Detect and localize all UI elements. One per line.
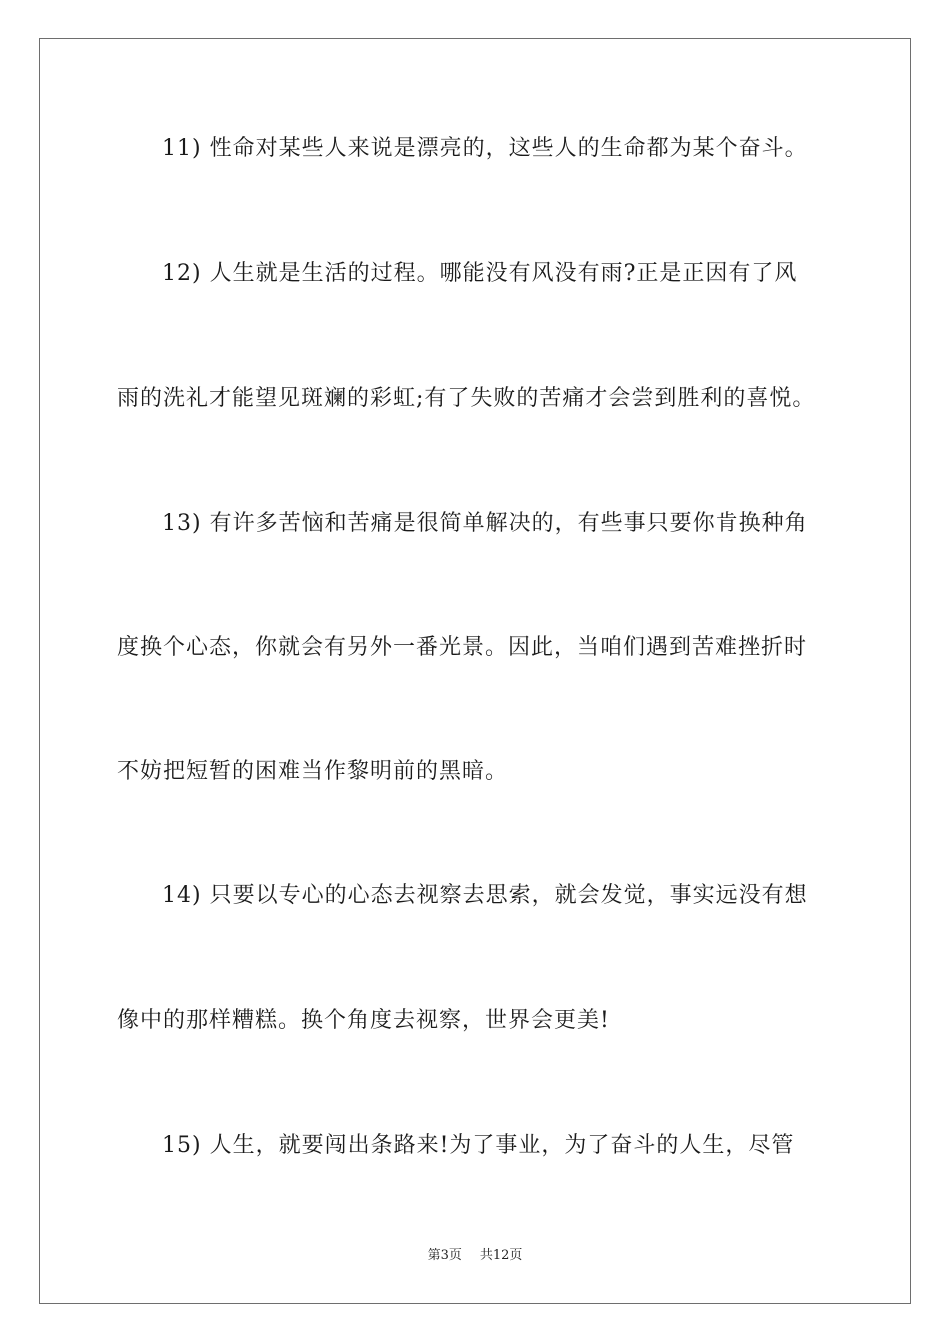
paragraph-14-line-2: 像中的那样糟糕。换个角度去视察，世界会更美! xyxy=(117,1008,610,1033)
total-pages: 共12页 xyxy=(479,1248,523,1263)
paragraph-13-line-2: 度换个心态，你就会有另外一番光景。因此，当咱们遇到苦难挫折时 xyxy=(117,635,808,660)
paragraph-11-line-1: 11) 性命对某些人来说是漂亮的，这些人的生命都为某个奋斗。 xyxy=(162,136,808,161)
paragraph-13-line-1: 13) 有许多苦恼和苦痛是很简单解决的，有些事只要你肯换种角 xyxy=(162,511,808,536)
page-footer xyxy=(0,1247,950,1265)
page-border xyxy=(39,38,911,1304)
paragraph-12-line-1: 12) 人生就是生活的过程。哪能没有风没有雨?正是正因有了风 xyxy=(162,261,798,286)
paragraph-13-line-3: 不妨把短暂的困难当作黎明前的黑暗。 xyxy=(117,759,509,784)
paragraph-12-line-2: 雨的洗礼才能望见斑斓的彩虹;有了失败的苦痛才会尝到胜利的喜悦。 xyxy=(117,386,816,411)
paragraph-15-line-1: 15) 人生，就要闯出条路来!为了事业，为了奋斗的人生，尽管 xyxy=(162,1133,795,1158)
page-number: 第3页 xyxy=(427,1248,462,1263)
paragraph-14-line-1: 14) 只要以专心的心态去视察去思索，就会发觉，事实远没有想 xyxy=(162,883,808,908)
